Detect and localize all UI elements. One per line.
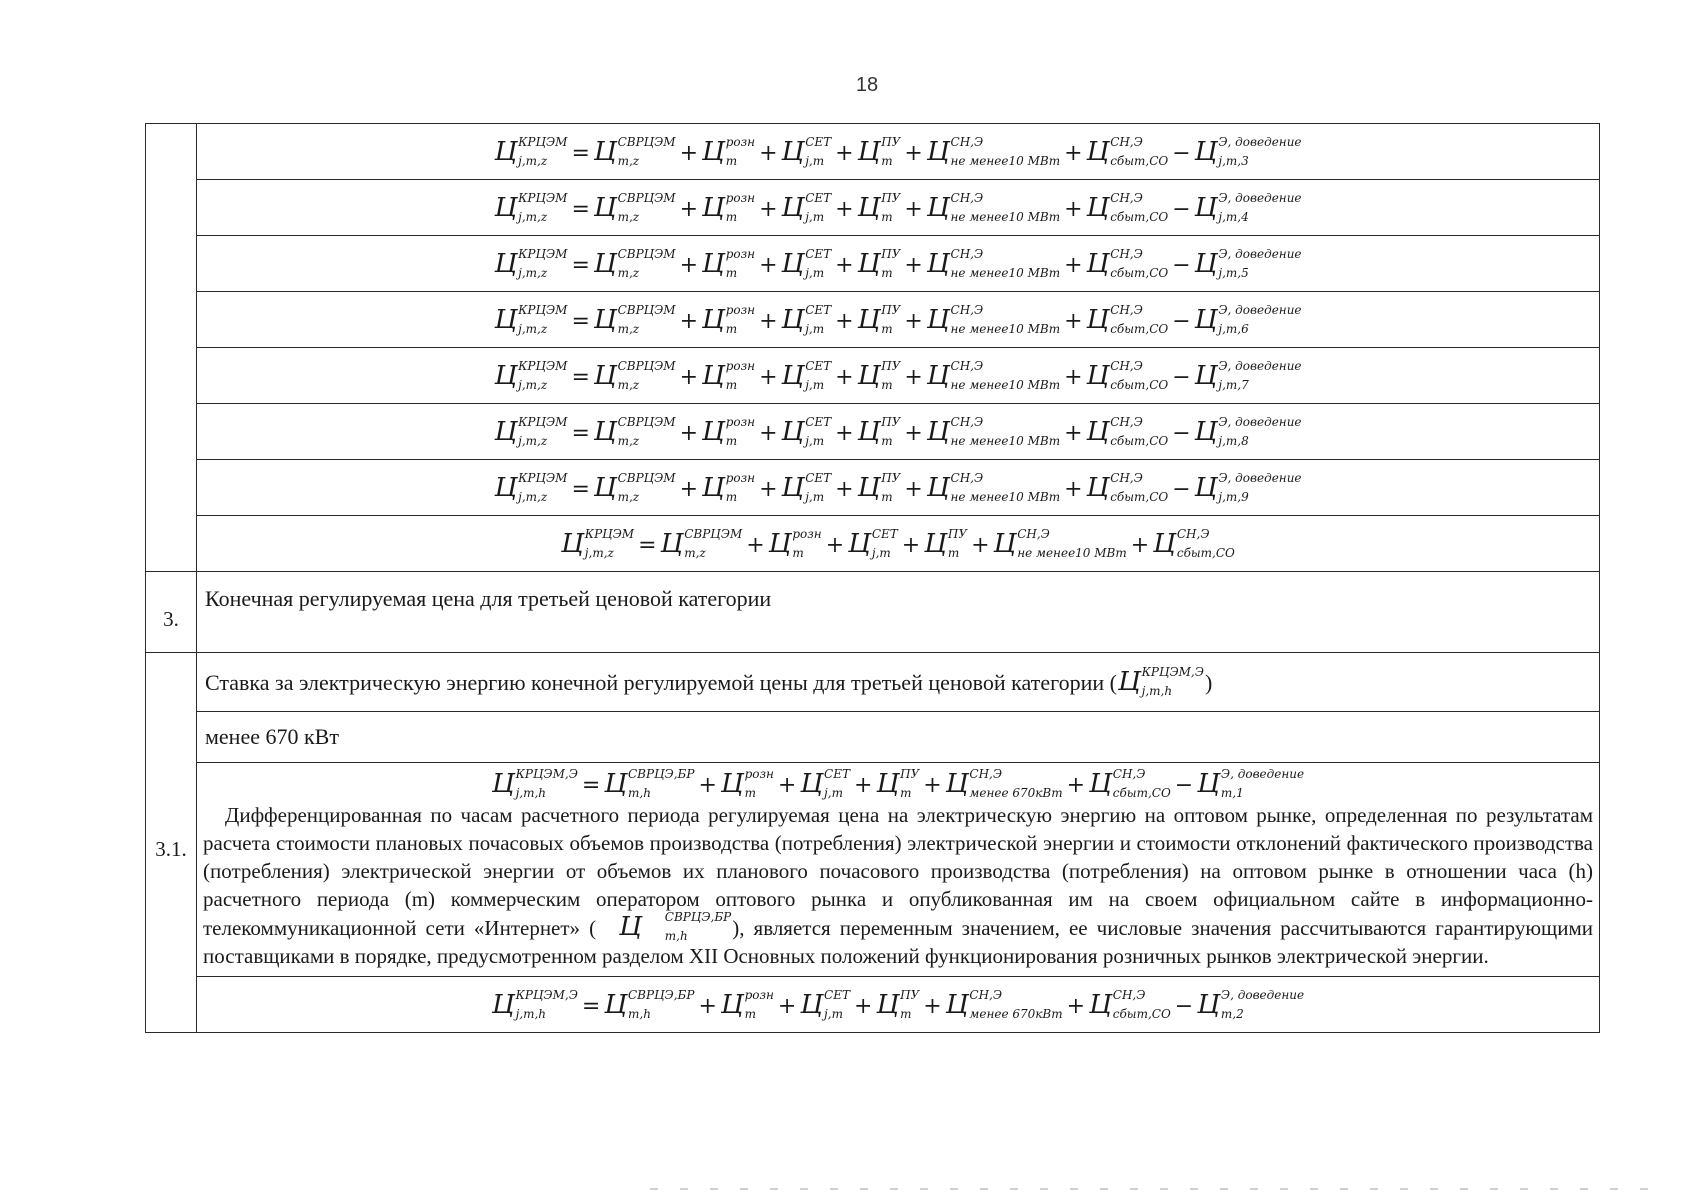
price-svrcem-symbol: Ц СВРЦЭМ m,z xyxy=(593,190,676,224)
price-dovedenie-symbol: Ц Э, доведение j,m,7 xyxy=(1194,358,1302,392)
price-svrce-br-symbol: Ц СВРЦЭ,БР m,h xyxy=(604,987,695,1021)
price-pu-symbol: Ц ПУ m xyxy=(857,134,901,168)
formula xyxy=(560,526,1236,560)
operator-minus: − xyxy=(1172,252,1191,278)
formula-cell xyxy=(197,124,1600,180)
operator-plus: + xyxy=(835,196,854,222)
price-krcem-symbol: Ц КРЦЭМ j,m,z xyxy=(494,190,568,224)
price-rozn-symbol: Ц розн m xyxy=(702,134,756,168)
table-row xyxy=(146,763,1600,977)
price-krcem-symbol: Ц КРЦЭМ j,m,z xyxy=(494,246,568,280)
operator-eq: = xyxy=(571,476,590,502)
operator-plus: + xyxy=(698,773,717,798)
price-set-symbol: Ц СЕТ j,m xyxy=(781,246,832,280)
operator-plus: + xyxy=(1064,308,1083,334)
formula xyxy=(493,358,1302,392)
price-svrcem-symbol: Ц СВРЦЭМ m,z xyxy=(593,302,676,336)
price-dovedenie-symbol: Ц Э, доведение j,m,9 xyxy=(1194,470,1302,504)
operator-plus: + xyxy=(777,993,797,1019)
price-dovedenie-symbol: Ц Э, доведение j,m,6 xyxy=(1194,302,1302,336)
operator-plus: + xyxy=(759,476,778,502)
price-svrcem-symbol: Ц СВРЦЭМ m,z xyxy=(593,246,676,280)
operator-plus: + xyxy=(759,252,778,278)
operator-plus: + xyxy=(679,308,699,334)
price-sbyt-symbol: Ц СН,Э сбыт,СО xyxy=(1153,526,1235,560)
formula-with-description-cell xyxy=(197,763,1600,977)
operator-plus: + xyxy=(1064,364,1083,390)
operator-plus: + xyxy=(1066,993,1086,1019)
operator-minus: − xyxy=(1172,308,1191,334)
table-row xyxy=(146,292,1600,348)
price-krcem-e-symbol: Ц КРЦЭМ,Э j,m,h xyxy=(491,767,578,800)
price-sn-10mw-symbol: Ц СН,Э не менее10 МВт xyxy=(926,470,1061,504)
operator-plus: + xyxy=(759,308,778,334)
formula xyxy=(493,414,1302,448)
formula-cell xyxy=(197,977,1600,1033)
price-svrcem-symbol: Ц СВРЦЭМ m,z xyxy=(593,470,676,504)
formula-cell xyxy=(197,404,1600,460)
price-set-symbol: Ц СЕТ j,m xyxy=(781,470,832,504)
price-svrcem-symbol: Ц СВРЦЭМ m,z xyxy=(593,358,676,392)
price-dovedenie-symbol: Ц Э, доведение j,m,5 xyxy=(1194,246,1302,280)
formula-cell xyxy=(197,516,1600,572)
price-pu-symbol: Ц ПУ m xyxy=(876,987,920,1021)
table-row xyxy=(146,180,1600,236)
price-rozn-symbol: Ц розн m xyxy=(768,526,822,560)
price-svrcem-symbol: Ц СВРЦЭМ m,z xyxy=(660,526,743,560)
operator-plus: + xyxy=(904,420,923,446)
price-sbyt-symbol: Ц СН,Э сбыт,СО xyxy=(1086,134,1169,168)
price-pu-symbol: Ц ПУ m xyxy=(857,414,901,448)
price-pu-symbol: Ц ПУ m xyxy=(876,767,920,800)
operator-plus: + xyxy=(679,196,699,222)
formula xyxy=(491,767,1305,800)
operator-eq: = xyxy=(581,773,601,798)
price-krcem-symbol: Ц КРЦЭМ j,m,z xyxy=(494,358,568,392)
price-dovedenie-symbol: Ц Э, доведение m,1 xyxy=(1197,767,1305,800)
price-set-symbol: Ц СЕТ j,m xyxy=(800,987,850,1021)
price-pu-symbol: Ц ПУ m xyxy=(857,470,901,504)
operator-plus: + xyxy=(835,476,854,502)
price-sn-670kw-symbol: Ц СН,Э менее 670кВт xyxy=(945,767,1063,800)
price-sn-10mw-symbol: Ц СН,Э не менее10 МВт xyxy=(926,302,1061,336)
operator-eq: = xyxy=(571,364,590,390)
price-sn-10mw-symbol: Ц СН,Э не менее10 МВт xyxy=(926,134,1061,168)
formula-cell xyxy=(197,180,1600,236)
operator-plus: + xyxy=(777,773,797,798)
price-sbyt-symbol: Ц СН,Э сбыт,СО xyxy=(1086,190,1169,224)
price-svrcem-symbol: Ц СВРЦЭМ m,z xyxy=(593,134,676,168)
operator-plus: + xyxy=(835,252,854,278)
table-row xyxy=(146,977,1600,1033)
operator-plus: + xyxy=(759,196,778,222)
price-sbyt-symbol: Ц СН,Э сбыт,СО xyxy=(1086,302,1169,336)
price-sbyt-symbol: Ц СН,Э сбыт,СО xyxy=(1086,414,1169,448)
price-rozn-symbol: Ц розн m xyxy=(720,767,774,800)
table-row xyxy=(146,348,1600,404)
price-rozn-symbol: Ц розн m xyxy=(702,358,756,392)
price-dovedenie-symbol: Ц Э, доведение m,2 xyxy=(1197,987,1305,1021)
price-krcem-symbol: Ц КРЦЭМ j,m,z xyxy=(494,470,568,504)
operator-plus: + xyxy=(825,532,845,558)
price-sbyt-symbol: Ц СН,Э сбыт,СО xyxy=(1089,987,1171,1021)
table-row xyxy=(146,572,1600,653)
price-formula-table xyxy=(145,123,1600,1033)
scan-artifact-strip xyxy=(650,1188,1650,1190)
operator-plus: + xyxy=(1064,252,1083,278)
price-pu-symbol: Ц ПУ m xyxy=(924,526,968,560)
operator-minus: − xyxy=(1172,420,1191,446)
price-krcem-e-symbol: Ц КРЦЭМ,Э j,m,h xyxy=(1117,665,1204,698)
operator-eq: = xyxy=(638,532,657,558)
table-row xyxy=(146,712,1600,763)
capacity-subheading: менее 670 кВт xyxy=(197,712,1600,763)
operator-plus: + xyxy=(835,420,854,446)
price-sn-10mw-symbol: Ц СН,Э не менее10 МВт xyxy=(993,526,1127,560)
price-sn-10mw-symbol: Ц СН,Э не менее10 МВт xyxy=(926,358,1061,392)
operator-plus: + xyxy=(904,252,923,278)
row-number-cell xyxy=(146,124,197,572)
price-sn-10mw-symbol: Ц СН,Э не менее10 МВт xyxy=(926,246,1061,280)
operator-eq: = xyxy=(571,196,590,222)
price-dovedenie-symbol: Ц Э, доведение j,m,3 xyxy=(1194,134,1302,168)
operator-plus: + xyxy=(1064,476,1083,502)
price-set-symbol: Ц СЕТ j,m xyxy=(781,358,832,392)
operator-minus: − xyxy=(1174,773,1194,798)
operator-plus: + xyxy=(1064,196,1083,222)
price-dovedenie-symbol: Ц Э, доведение j,m,4 xyxy=(1194,190,1302,224)
formula-cell xyxy=(197,236,1600,292)
operator-plus: + xyxy=(759,364,778,390)
operator-plus: + xyxy=(904,196,923,222)
operator-plus: + xyxy=(679,476,699,502)
operator-plus: + xyxy=(746,532,765,558)
price-sn-670kw-symbol: Ц СН,Э менее 670кВт xyxy=(945,987,1063,1021)
operator-minus: − xyxy=(1172,476,1191,502)
subsection-title: Ставка за электрическую энергию конечной регулируемой цены для третьей ценовой категории ( xyxy=(205,670,1117,695)
price-set-symbol: Ц СЕТ j,m xyxy=(781,302,832,336)
price-pu-symbol: Ц ПУ m xyxy=(857,190,901,224)
operator-plus: + xyxy=(759,420,778,446)
operator-plus: + xyxy=(971,532,990,558)
description-paragraph: Дифференцированная по часам расчетного периода регулируемая цена на электрическую энергию на оптовом рынке, определенная по результатам расчета стоимости плановых почасовых объемов производства (потребления) электрической энергии и стоимости отклонений фактического производства (потребления) электрической энергии от объемов их планового почасового производства (потребления) на оптовом рынке в отношении часа (h) расчетного периода (m) коммерческим оператором оптового рынка и опубликованная им на своем официальном сайте в информационно-телекоммуникационной сети «Интернет» ( Ц СВРЦЭ,БР m,h ), является переменным значением, ее числовые значения рассчитываются гарантирующими поставщиками в порядке, предусмотренном разделом XII Основных положений функционирования розничных рынков электрической энергии. xyxy=(203,803,1593,968)
operator-plus: + xyxy=(698,993,717,1019)
price-svrce-br-symbol: Ц СВРЦЭ,БР m,h xyxy=(604,767,695,800)
operator-plus: + xyxy=(1066,773,1086,798)
operator-plus: + xyxy=(854,773,873,798)
operator-minus: − xyxy=(1172,364,1191,390)
operator-plus: + xyxy=(904,364,923,390)
price-rozn-symbol: Ц розн m xyxy=(720,987,774,1021)
operator-eq: = xyxy=(571,140,590,166)
operator-minus: − xyxy=(1172,196,1191,222)
operator-plus: + xyxy=(679,420,699,446)
operator-minus: − xyxy=(1174,993,1194,1019)
table-row xyxy=(146,236,1600,292)
operator-plus: + xyxy=(835,140,854,166)
operator-plus: + xyxy=(854,993,873,1019)
operator-eq: = xyxy=(571,420,590,446)
operator-plus: + xyxy=(904,476,923,502)
price-pu-symbol: Ц ПУ m xyxy=(857,246,901,280)
price-rozn-symbol: Ц розн m xyxy=(702,246,756,280)
price-krcem-symbol: Ц КРЦЭМ j,m,z xyxy=(494,134,568,168)
price-set-symbol: Ц СЕТ j,m xyxy=(781,190,832,224)
formula xyxy=(493,190,1302,224)
price-sbyt-symbol: Ц СН,Э сбыт,СО xyxy=(1086,358,1169,392)
formula xyxy=(491,987,1305,1021)
price-pu-symbol: Ц ПУ m xyxy=(857,358,901,392)
price-sbyt-symbol: Ц СН,Э сбыт,СО xyxy=(1086,246,1169,280)
formula xyxy=(493,470,1302,504)
page-number: 18 xyxy=(855,74,879,96)
operator-plus: + xyxy=(835,308,854,334)
price-svrcem-symbol: Ц СВРЦЭМ m,z xyxy=(593,414,676,448)
formula xyxy=(493,246,1302,280)
operator-minus: − xyxy=(1172,140,1191,166)
operator-plus: + xyxy=(759,140,778,166)
price-krcem-e-symbol: Ц КРЦЭМ,Э j,m,h xyxy=(491,987,578,1021)
operator-plus: + xyxy=(1064,420,1083,446)
operator-plus: + xyxy=(904,140,923,166)
price-krcem-symbol: Ц КРЦЭМ j,m,z xyxy=(561,526,635,560)
price-krcem-symbol: Ц КРЦЭМ j,m,z xyxy=(494,302,568,336)
price-rozn-symbol: Ц розн m xyxy=(702,190,756,224)
formula xyxy=(493,302,1302,336)
formula-cell xyxy=(197,348,1600,404)
price-dovedenie-symbol: Ц Э, доведение j,m,8 xyxy=(1194,414,1302,448)
price-krcem-symbol: Ц КРЦЭМ j,m,z xyxy=(494,414,568,448)
operator-plus: + xyxy=(679,364,699,390)
operator-plus: + xyxy=(679,140,699,166)
operator-eq: = xyxy=(581,993,601,1019)
subsection-title-suffix: ) xyxy=(1204,670,1213,695)
section-title: Конечная регулируемая цена для третьей ценовой категории xyxy=(197,572,1600,653)
operator-plus: + xyxy=(904,308,923,334)
formula-cell xyxy=(197,460,1600,516)
operator-eq: = xyxy=(571,308,590,334)
operator-plus: + xyxy=(923,773,942,798)
table-row xyxy=(146,460,1600,516)
price-set-symbol: Ц СЕТ j,m xyxy=(800,767,850,800)
price-sn-10mw-symbol: Ц СН,Э не менее10 МВт xyxy=(926,414,1061,448)
operator-eq: = xyxy=(571,252,590,278)
operator-plus: + xyxy=(679,252,699,278)
subsection-title-cell xyxy=(197,653,1600,712)
operator-plus: + xyxy=(835,364,854,390)
table-row xyxy=(146,404,1600,460)
price-set-symbol: Ц СЕТ j,m xyxy=(781,414,832,448)
operator-plus: + xyxy=(901,532,921,558)
section-number: 3.1. xyxy=(146,653,197,1033)
price-rozn-symbol: Ц розн m xyxy=(702,414,756,448)
section-number: 3. xyxy=(146,572,197,653)
formula xyxy=(493,134,1302,168)
price-sbyt-symbol: Ц СН,Э сбыт,СО xyxy=(1089,767,1171,800)
formula-cell xyxy=(197,292,1600,348)
operator-plus: + xyxy=(1064,140,1083,166)
operator-plus: + xyxy=(1130,532,1150,558)
price-rozn-symbol: Ц розн m xyxy=(702,302,756,336)
price-set-symbol: Ц СЕТ j,m xyxy=(781,134,832,168)
table-row xyxy=(146,124,1600,180)
price-pu-symbol: Ц ПУ m xyxy=(857,302,901,336)
price-rozn-symbol: Ц розн m xyxy=(702,470,756,504)
price-set-symbol: Ц СЕТ j,m xyxy=(848,526,898,560)
operator-plus: + xyxy=(923,993,942,1019)
table-row xyxy=(146,653,1600,712)
price-sbyt-symbol: Ц СН,Э сбыт,СО xyxy=(1086,470,1169,504)
table-row xyxy=(146,516,1600,572)
price-sn-10mw-symbol: Ц СН,Э не менее10 МВт xyxy=(926,190,1061,224)
price-svrce-br-symbol: Ц СВРЦЭ,БР m,h xyxy=(619,910,732,943)
